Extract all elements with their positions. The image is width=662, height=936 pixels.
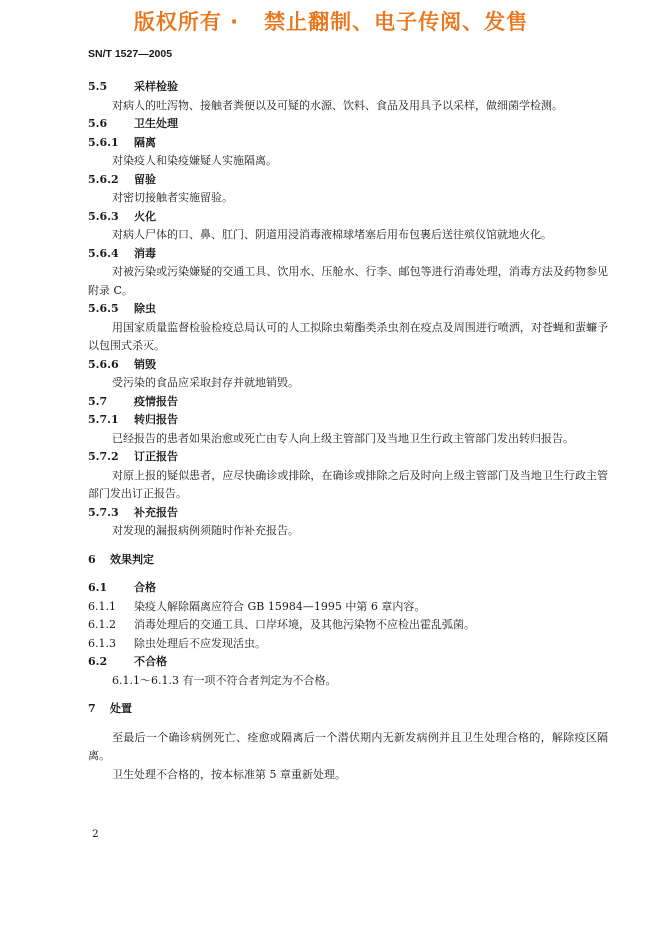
section-heading: 5.6.6 销毁 — [88, 357, 156, 371]
numbered-item: 6.1.2 消毒处理后的交通工具、口岸环境，及其他污染物不应检出霍乱弧菌。 — [88, 618, 475, 631]
section-heading: 6.2 不合格 — [88, 655, 167, 668]
paragraph: 卫生处理不合格的，按本标准第 5 章重新处理。 — [112, 767, 346, 781]
section-text: 对病人尸体的口、鼻、肛门、阴道用浸消毒液棉球堵塞后用布包裹后送往殡仪馆就地火化。 — [112, 228, 552, 241]
section-heading: 5.7.2 订正报告 — [88, 450, 178, 463]
section-heading: 5.6.5 除虫 — [88, 302, 156, 315]
section-heading: 5.5 采样检验 — [88, 80, 178, 93]
section-text: 6.1.1～6.1.3 有一项不符合者判定为不合格。 — [112, 673, 337, 687]
copyright-watermark: 版权所有 · 禁止翻制、电子传阅、发售 — [133, 10, 529, 34]
document-code: SN/T 1527—2005 — [88, 48, 173, 60]
section-heading: 5.6 卫生处理 — [88, 117, 178, 130]
section-text: 受污染的食品应采取封存并就地销毁。 — [112, 376, 299, 389]
section-text: 对发现的漏报病例须随时作补充报告。 — [112, 524, 299, 537]
section-heading: 5.6.3 火化 — [88, 209, 156, 223]
section-text: 已经报告的患者如果治愈或死亡由专人向上级主管部门及当地卫生行政主管部门发出转归报告。 — [112, 431, 574, 445]
section-text: 对密切接触者实施留验。 — [112, 191, 233, 204]
numbered-item: 6.1.1 染疫人解除隔离应符合 GB 15984—1995 中第 6 章内容。 — [88, 599, 426, 613]
document-body — [88, 78, 608, 784]
section-heading: 6.1 合格 — [88, 581, 156, 594]
section-text: 对原上报的疑似患者，应尽快确诊或排除，在确诊或排除之后及时向上级主管部门及当地卫生行政主管部门发出订正报告。 — [88, 468, 608, 500]
paragraph: 至最后一个确诊病例死亡、痊愈或隔离后一个潜伏期内无新发病例并且卫生处理合格的，解除疫区隔离。 — [88, 730, 608, 762]
section-heading: 5.7.1 转归报告 — [88, 413, 178, 426]
section-heading: 5.6.1 隔离 — [88, 135, 156, 149]
section-text: 用国家质量监督检验检疫总局认可的人工拟除虫菊酯类杀虫剂在疫点及周围进行喷洒，对苍蝇和蜚蠊予以包围式杀灭。 — [88, 320, 608, 352]
chapter-heading: 6 效果判定 — [88, 552, 154, 566]
chapter-heading: 7 处置 — [88, 702, 132, 715]
section-text: 对染疫人和染疫嫌疑人实施隔离。 — [112, 154, 277, 167]
section-text: 对病人的吐泻物、接触者粪便以及可疑的水源、饮料、食品及用具予以采样，做细菌学检测。 — [112, 98, 563, 112]
numbered-item: 6.1.3 除虫处理后不应发现活虫。 — [88, 636, 266, 650]
section-text: 对被污染或污染嫌疑的交通工具、饮用水、压舱水、行李、邮包等进行消毒处理，消毒方法及药物参见附录 C。 — [88, 265, 608, 297]
section-heading: 5.6.2 留验 — [88, 172, 156, 186]
page-number: 2 — [92, 828, 99, 840]
section-heading: 5.7 疫情报告 — [88, 394, 178, 408]
section-heading: 5.6.4 消毒 — [88, 246, 156, 260]
section-heading: 5.7.3 补充报告 — [88, 505, 178, 519]
